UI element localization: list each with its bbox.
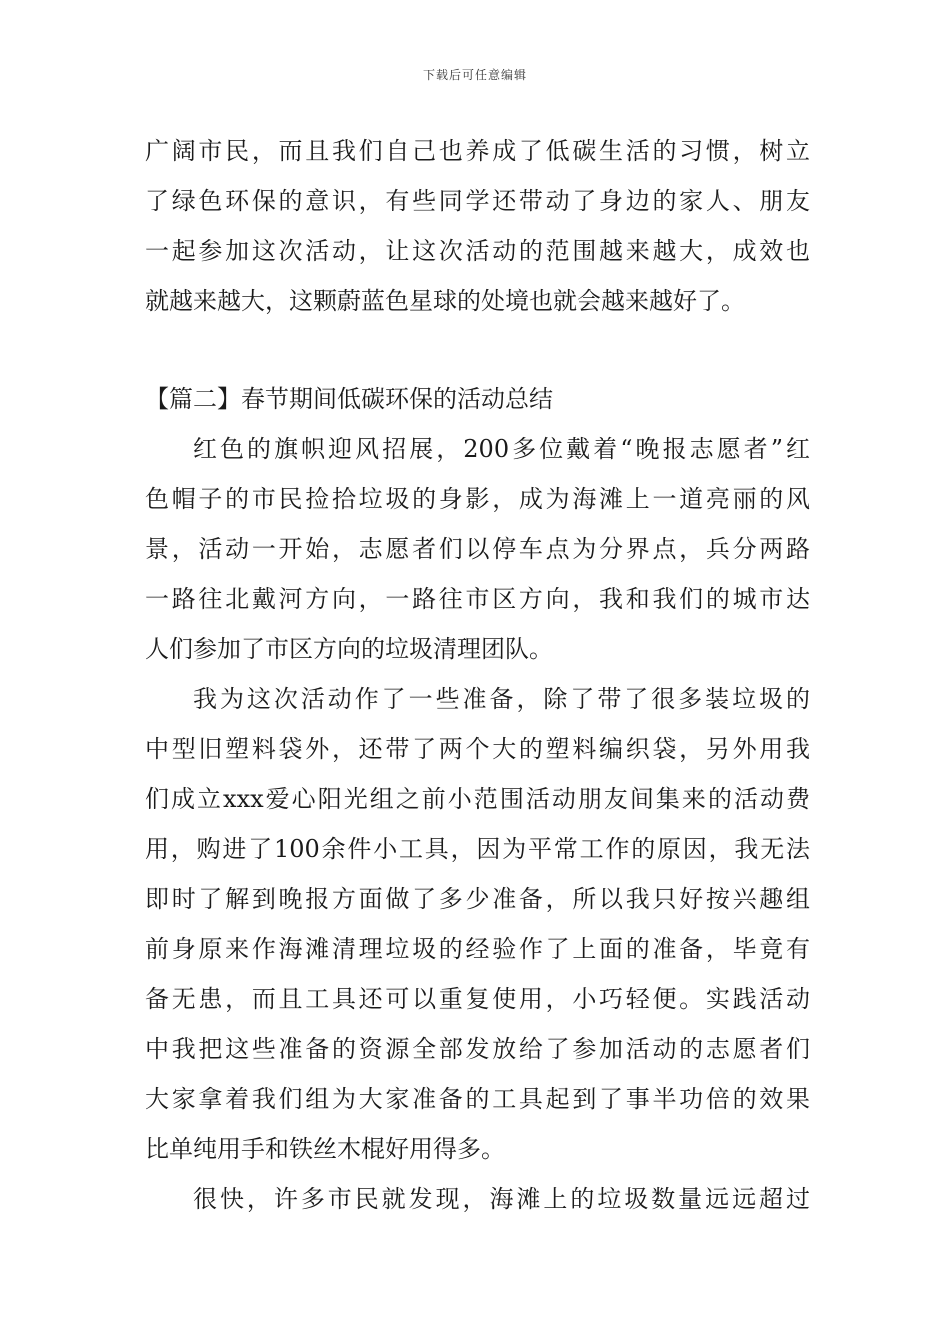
body-line: 我为这次活动作了一些准备，除了带了很多装垃圾的 bbox=[193, 685, 810, 713]
body-line: 们成立xxx爱心阳光组之前小范围活动朋友间集来的活动费 bbox=[145, 785, 810, 813]
body-line: 就越来越大，这颗蔚蓝色星球的处境也就会越来越好了。 bbox=[145, 287, 745, 315]
body-line: 中型旧塑料袋外，还带了两个大的塑料编织袋，另外用我 bbox=[145, 735, 810, 763]
body-line: 大家拿着我们组为大家准备的工具起到了事半功倍的效果 bbox=[145, 1085, 810, 1113]
body-line: 用，购进了100余件小工具，因为平常工作的原因，我无法 bbox=[145, 835, 810, 863]
body-line: 备无患，而且工具还可以重复使用，小巧轻便。实践活动 bbox=[145, 985, 810, 1013]
body-line: 色帽子的市民捡拾垃圾的身影，成为海滩上一道亮丽的风 bbox=[145, 485, 810, 513]
body-line: 即时了解到晚报方面做了多少准备，所以我只好按兴趣组 bbox=[145, 885, 810, 913]
page-header: 下载后可任意编辑 bbox=[422, 68, 527, 82]
section-heading: 【篇二】春节期间低碳环保的活动总结 bbox=[145, 385, 553, 413]
body-line: 很快，许多市民就发现，海滩上的垃圾数量远远超过 bbox=[193, 1185, 810, 1213]
body-line: 广阔市民，而且我们自己也养成了低碳生活的习惯，树立 bbox=[145, 137, 810, 165]
body-line: 了绿色环保的意识，有些同学还带动了身边的家人、朋友 bbox=[145, 187, 810, 215]
body-line: 一起参加这次活动，让这次活动的范围越来越大，成效也 bbox=[145, 237, 810, 265]
body-line: 一路往北戴河方向，一路往市区方向，我和我们的城市达 bbox=[145, 585, 810, 613]
body-line: 中我把这些准备的资源全部发放给了参加活动的志愿者们 bbox=[145, 1035, 810, 1063]
body-line: 红色的旗帜迎风招展，200多位戴着“晚报志愿者”红 bbox=[193, 435, 810, 463]
body-line: 比单纯用手和铁丝木棍好用得多。 bbox=[145, 1135, 505, 1163]
body-line: 景，活动一开始，志愿者们以停车点为分界点，兵分两路 bbox=[145, 535, 810, 563]
body-line: 人们参加了市区方向的垃圾清理团队。 bbox=[145, 635, 553, 663]
body-line: 前身原来作海滩清理垃圾的经验作了上面的准备，毕竟有 bbox=[145, 935, 810, 963]
